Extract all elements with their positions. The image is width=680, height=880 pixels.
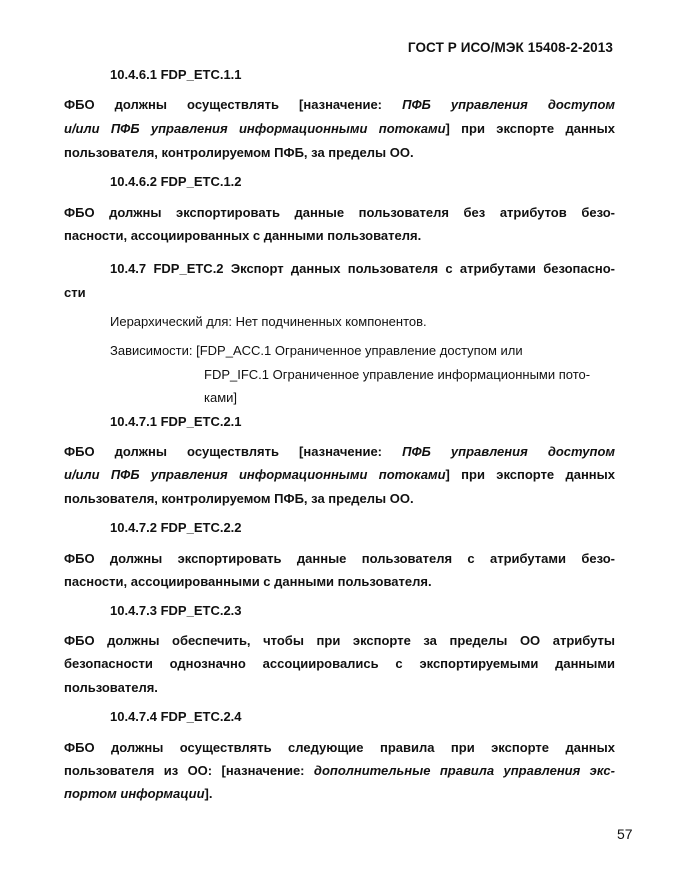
paragraph-line: безопасности однозначно ассоциировались с экспортируемыми данными — [64, 656, 615, 671]
section-heading-1047: 10.4.7 FDP_ETC.2 Экспорт данных пользователя с атрибутами безопасно- — [110, 261, 615, 276]
document-header: ГОСТ Р ИСО/МЭК 15408-2-2013 — [407, 40, 613, 55]
paragraph-line: и/или ПФБ управления информационными потоками] при экспорте данных — [64, 467, 615, 482]
page-number: 57 — [617, 826, 633, 842]
clause-heading-10473: 10.4.7.3 FDP_ETC.2.3 — [110, 603, 242, 618]
hierarchy-note: Иерархический для: Нет подчиненных компонентов. — [110, 314, 427, 329]
paragraph-line: пользователя из ОО: [назначение: дополнительные правила управления экс- — [64, 763, 615, 778]
dependencies-note-cont: ками] — [204, 390, 238, 405]
clause-heading-10474: 10.4.7.4 FDP_ETC.2.4 — [110, 709, 242, 724]
paragraph-line: пасности, ассоциированных с данными пользователя. — [64, 228, 422, 243]
clause-heading-10472: 10.4.7.2 FDP_ETC.2.2 — [110, 520, 242, 535]
dependencies-note: Зависимости: [FDP_ACC.1 Ограниченное управление доступом или — [110, 343, 523, 358]
paragraph-line: ФБО должны осуществлять следующие правила при экспорте данных — [64, 740, 615, 755]
paragraph-line: и/или ПФБ управления информационными потоками] при экспорте данных — [64, 121, 615, 136]
paragraph-line: ФБО должны обеспечить, чтобы при экспорте за пределы ОО атрибуты — [64, 633, 615, 648]
paragraph-line: ФБО должны осуществлять [назначение: ПФБ управления доступом — [64, 444, 615, 459]
paragraph-line: пользователя, контролируемом ПФБ, за пределы ОО. — [64, 145, 414, 160]
paragraph-line: пользователя. — [64, 680, 158, 695]
paragraph-line: ФБО должны экспортировать данные пользователя с атрибутами безо- — [64, 551, 615, 566]
clause-heading-10461: 10.4.6.1 FDP_ETC.1.1 — [110, 67, 242, 82]
paragraph-line: ФБО должны экспортировать данные пользователя без атрибутов безо- — [64, 205, 615, 220]
clause-heading-10471: 10.4.7.1 FDP_ETC.2.1 — [110, 414, 242, 429]
section-heading-1047-cont: сти — [64, 285, 86, 300]
clause-heading-10462: 10.4.6.2 FDP_ETC.1.2 — [110, 174, 242, 189]
paragraph-line: ФБО должны осуществлять [назначение: ПФБ управления доступом — [64, 97, 615, 112]
paragraph-line: пасности, ассоциированными с данными пользователя. — [64, 574, 432, 589]
dependencies-note-cont: FDP_IFC.1 Ограниченное управление информационными пото- — [204, 367, 591, 382]
paragraph-line: портом информации]. — [64, 786, 213, 801]
paragraph-line: пользователя, контролируемом ПФБ, за пределы ОО. — [64, 491, 414, 506]
